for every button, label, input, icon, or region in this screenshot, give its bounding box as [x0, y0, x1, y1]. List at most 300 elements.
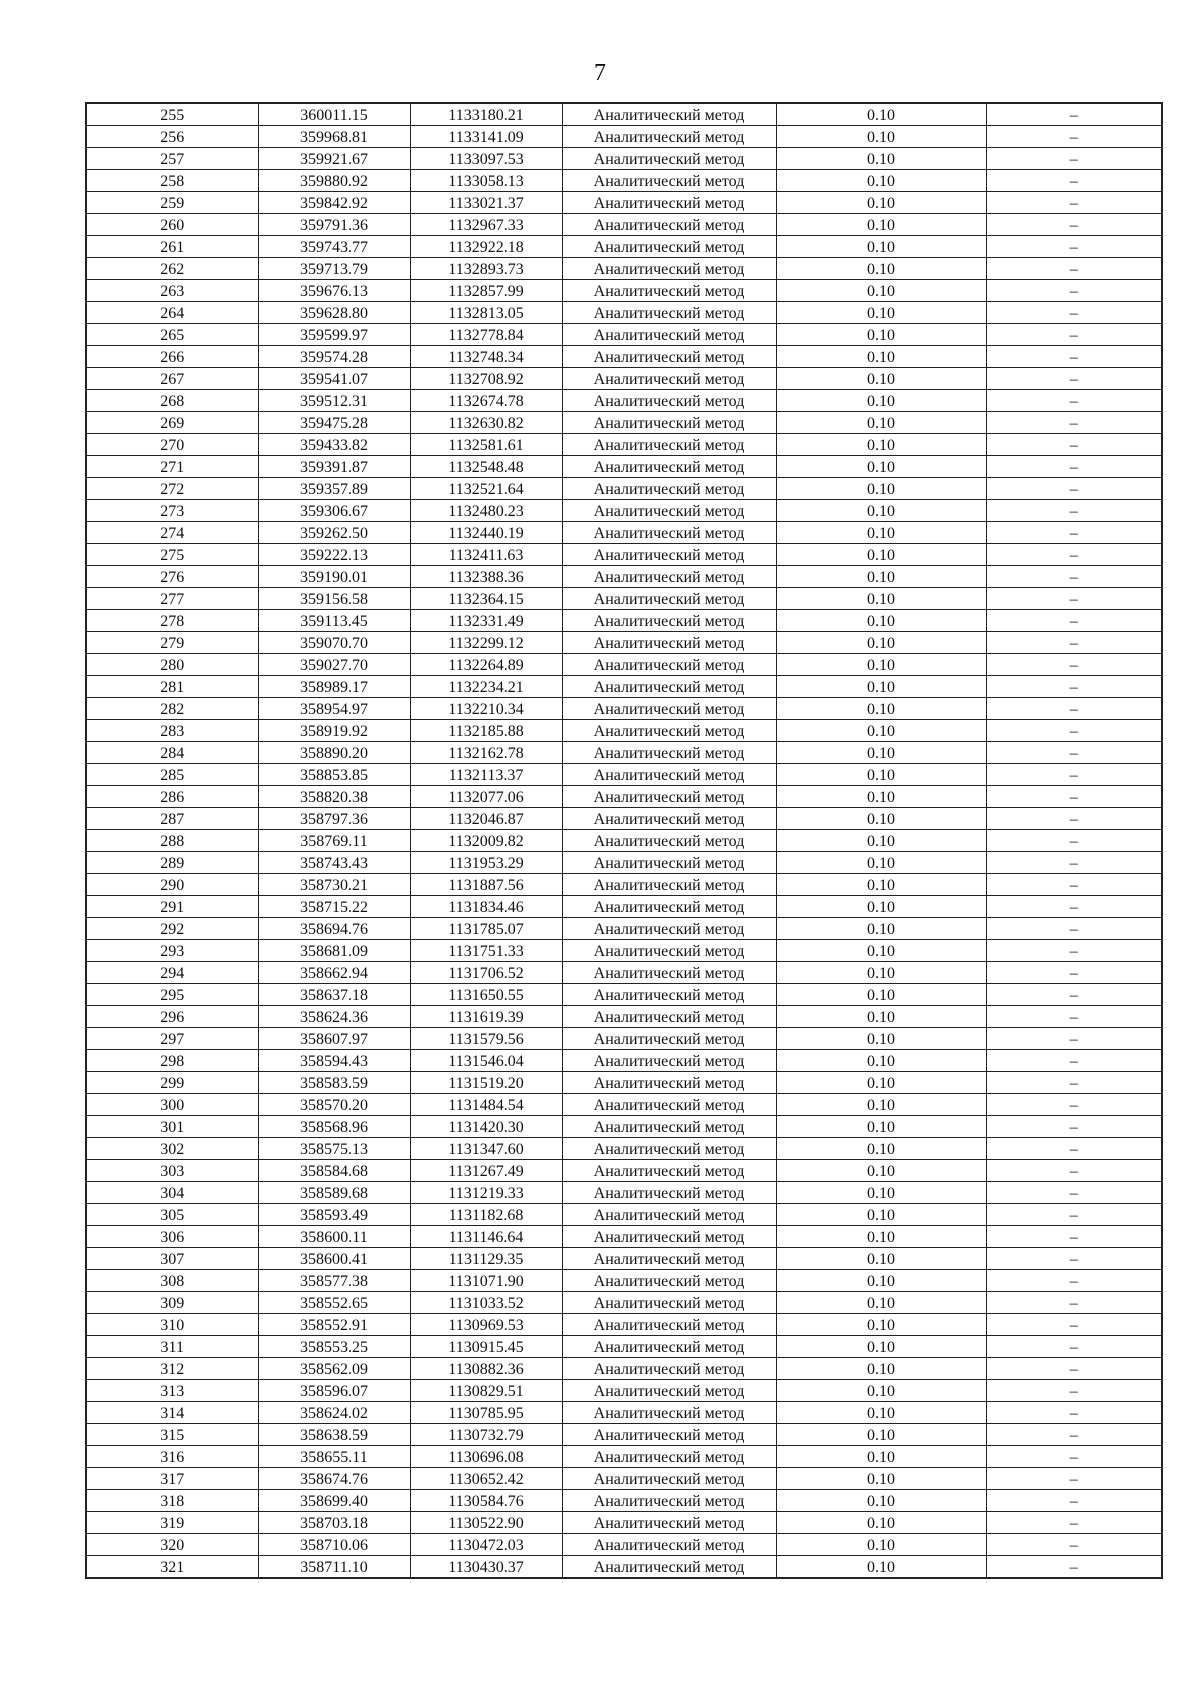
extra-value-cell: – — [986, 434, 1162, 456]
method-cell: Аналитический метод — [562, 1490, 776, 1512]
accuracy-cell: 0.10 — [776, 654, 986, 676]
accuracy-cell: 0.10 — [776, 566, 986, 588]
extra-value-cell: – — [986, 1050, 1162, 1072]
x-coordinate-cell: 359628.80 — [258, 302, 410, 324]
point-number-cell: 308 — [86, 1270, 258, 1292]
y-coordinate-cell: 1131751.33 — [410, 940, 562, 962]
y-coordinate-cell: 1131219.33 — [410, 1182, 562, 1204]
point-number-cell: 313 — [86, 1380, 258, 1402]
extra-value-cell: – — [986, 1006, 1162, 1028]
y-coordinate-cell: 1132967.33 — [410, 214, 562, 236]
x-coordinate-cell: 358820.38 — [258, 786, 410, 808]
accuracy-cell: 0.10 — [776, 1094, 986, 1116]
y-coordinate-cell: 1131785.07 — [410, 918, 562, 940]
y-coordinate-cell: 1132778.84 — [410, 324, 562, 346]
extra-value-cell: – — [986, 720, 1162, 742]
y-coordinate-cell: 1131484.54 — [410, 1094, 562, 1116]
accuracy-cell: 0.10 — [776, 720, 986, 742]
accuracy-cell: 0.10 — [776, 1556, 986, 1579]
method-cell: Аналитический метод — [562, 632, 776, 654]
extra-value-cell: – — [986, 500, 1162, 522]
y-coordinate-cell: 1131834.46 — [410, 896, 562, 918]
point-number-cell: 311 — [86, 1336, 258, 1358]
extra-value-cell: – — [986, 1380, 1162, 1402]
point-number-cell: 272 — [86, 478, 258, 500]
table-row — [86, 940, 1162, 962]
x-coordinate-cell: 358570.20 — [258, 1094, 410, 1116]
table-row — [86, 302, 1162, 324]
accuracy-cell: 0.10 — [776, 148, 986, 170]
x-coordinate-cell: 359222.13 — [258, 544, 410, 566]
x-coordinate-cell: 358637.18 — [258, 984, 410, 1006]
accuracy-cell: 0.10 — [776, 126, 986, 148]
method-cell: Аналитический метод — [562, 1050, 776, 1072]
y-coordinate-cell: 1132113.37 — [410, 764, 562, 786]
table-row — [86, 1512, 1162, 1534]
extra-value-cell: – — [986, 852, 1162, 874]
y-coordinate-cell: 1130969.53 — [410, 1314, 562, 1336]
x-coordinate-cell: 359306.67 — [258, 500, 410, 522]
table-row — [86, 544, 1162, 566]
extra-value-cell: – — [986, 170, 1162, 192]
accuracy-cell: 0.10 — [776, 258, 986, 280]
accuracy-cell: 0.10 — [776, 368, 986, 390]
point-number-cell: 283 — [86, 720, 258, 742]
accuracy-cell: 0.10 — [776, 896, 986, 918]
method-cell: Аналитический метод — [562, 192, 776, 214]
table-row — [86, 1380, 1162, 1402]
y-coordinate-cell: 1130430.37 — [410, 1556, 562, 1579]
extra-value-cell: – — [986, 1424, 1162, 1446]
y-coordinate-cell: 1131706.52 — [410, 962, 562, 984]
accuracy-cell: 0.10 — [776, 1314, 986, 1336]
point-number-cell: 274 — [86, 522, 258, 544]
y-coordinate-cell: 1131129.35 — [410, 1248, 562, 1270]
point-number-cell: 312 — [86, 1358, 258, 1380]
point-number-cell: 281 — [86, 676, 258, 698]
point-number-cell: 310 — [86, 1314, 258, 1336]
x-coordinate-cell: 358594.43 — [258, 1050, 410, 1072]
method-cell: Аналитический метод — [562, 1512, 776, 1534]
x-coordinate-cell: 358583.59 — [258, 1072, 410, 1094]
point-number-cell: 257 — [86, 148, 258, 170]
x-coordinate-cell: 359676.13 — [258, 280, 410, 302]
x-coordinate-cell: 359842.92 — [258, 192, 410, 214]
extra-value-cell: – — [986, 103, 1162, 126]
method-cell: Аналитический метод — [562, 500, 776, 522]
point-number-cell: 286 — [86, 786, 258, 808]
point-number-cell: 307 — [86, 1248, 258, 1270]
y-coordinate-cell: 1133180.21 — [410, 103, 562, 126]
point-number-cell: 293 — [86, 940, 258, 962]
extra-value-cell: – — [986, 214, 1162, 236]
y-coordinate-cell: 1130882.36 — [410, 1358, 562, 1380]
table-row — [86, 1468, 1162, 1490]
extra-value-cell: – — [986, 412, 1162, 434]
table-row — [86, 1424, 1162, 1446]
table-row — [86, 588, 1162, 610]
extra-value-cell: – — [986, 280, 1162, 302]
extra-value-cell: – — [986, 808, 1162, 830]
accuracy-cell: 0.10 — [776, 214, 986, 236]
x-coordinate-cell: 358638.59 — [258, 1424, 410, 1446]
y-coordinate-cell: 1132162.78 — [410, 742, 562, 764]
x-coordinate-cell: 358552.65 — [258, 1292, 410, 1314]
method-cell: Аналитический метод — [562, 1138, 776, 1160]
table-row — [86, 324, 1162, 346]
method-cell: Аналитический метод — [562, 962, 776, 984]
accuracy-cell: 0.10 — [776, 412, 986, 434]
method-cell: Аналитический метод — [562, 368, 776, 390]
method-cell: Аналитический метод — [562, 1248, 776, 1270]
x-coordinate-cell: 359262.50 — [258, 522, 410, 544]
table-row — [86, 1072, 1162, 1094]
table-row — [86, 1226, 1162, 1248]
accuracy-cell: 0.10 — [776, 1006, 986, 1028]
x-coordinate-cell: 358674.76 — [258, 1468, 410, 1490]
table-row — [86, 1028, 1162, 1050]
table-row — [86, 742, 1162, 764]
x-coordinate-cell: 358681.09 — [258, 940, 410, 962]
accuracy-cell: 0.10 — [776, 1490, 986, 1512]
y-coordinate-cell: 1130472.03 — [410, 1534, 562, 1556]
point-number-cell: 266 — [86, 346, 258, 368]
extra-value-cell: – — [986, 940, 1162, 962]
method-cell: Аналитический метод — [562, 280, 776, 302]
x-coordinate-cell: 358584.68 — [258, 1160, 410, 1182]
x-coordinate-cell: 358553.25 — [258, 1336, 410, 1358]
table-row — [86, 830, 1162, 852]
table-row — [86, 346, 1162, 368]
extra-value-cell: – — [986, 1182, 1162, 1204]
table-row — [86, 1358, 1162, 1380]
table-row — [86, 456, 1162, 478]
method-cell: Аналитический метод — [562, 302, 776, 324]
table-row — [86, 1204, 1162, 1226]
extra-value-cell: – — [986, 1116, 1162, 1138]
y-coordinate-cell: 1132364.15 — [410, 588, 562, 610]
table-row — [86, 676, 1162, 698]
extra-value-cell: – — [986, 1336, 1162, 1358]
method-cell: Аналитический метод — [562, 214, 776, 236]
method-cell: Аналитический метод — [562, 786, 776, 808]
point-number-cell: 297 — [86, 1028, 258, 1050]
accuracy-cell: 0.10 — [776, 1402, 986, 1424]
method-cell: Аналитический метод — [562, 1006, 776, 1028]
accuracy-cell: 0.10 — [776, 456, 986, 478]
table-row — [86, 1402, 1162, 1424]
table-row — [86, 1050, 1162, 1072]
extra-value-cell: – — [986, 1534, 1162, 1556]
accuracy-cell: 0.10 — [776, 698, 986, 720]
accuracy-cell: 0.10 — [776, 786, 986, 808]
method-cell: Аналитический метод — [562, 1292, 776, 1314]
method-cell: Аналитический метод — [562, 103, 776, 126]
table-row — [86, 126, 1162, 148]
extra-value-cell: – — [986, 456, 1162, 478]
method-cell: Аналитический метод — [562, 698, 776, 720]
y-coordinate-cell: 1132581.61 — [410, 434, 562, 456]
method-cell: Аналитический метод — [562, 940, 776, 962]
x-coordinate-cell: 358655.11 — [258, 1446, 410, 1468]
extra-value-cell: – — [986, 324, 1162, 346]
accuracy-cell: 0.10 — [776, 1160, 986, 1182]
x-coordinate-cell: 358552.91 — [258, 1314, 410, 1336]
point-number-cell: 258 — [86, 170, 258, 192]
point-number-cell: 294 — [86, 962, 258, 984]
point-number-cell: 290 — [86, 874, 258, 896]
accuracy-cell: 0.10 — [776, 522, 986, 544]
table-row — [86, 874, 1162, 896]
table-row — [86, 434, 1162, 456]
method-cell: Аналитический метод — [562, 236, 776, 258]
y-coordinate-cell: 1131619.39 — [410, 1006, 562, 1028]
accuracy-cell: 0.10 — [776, 1116, 986, 1138]
point-number-cell: 314 — [86, 1402, 258, 1424]
point-number-cell: 316 — [86, 1446, 258, 1468]
extra-value-cell: – — [986, 1446, 1162, 1468]
table-row — [86, 1270, 1162, 1292]
y-coordinate-cell: 1132521.64 — [410, 478, 562, 500]
method-cell: Аналитический метод — [562, 1204, 776, 1226]
accuracy-cell: 0.10 — [776, 280, 986, 302]
point-number-cell: 303 — [86, 1160, 258, 1182]
table-row — [86, 808, 1162, 830]
table-row — [86, 148, 1162, 170]
method-cell: Аналитический метод — [562, 126, 776, 148]
table-row — [86, 1292, 1162, 1314]
method-cell: Аналитический метод — [562, 1270, 776, 1292]
accuracy-cell: 0.10 — [776, 940, 986, 962]
accuracy-cell: 0.10 — [776, 1468, 986, 1490]
point-number-cell: 275 — [86, 544, 258, 566]
accuracy-cell: 0.10 — [776, 390, 986, 412]
accuracy-cell: 0.10 — [776, 500, 986, 522]
table-row — [86, 258, 1162, 280]
x-coordinate-cell: 358730.21 — [258, 874, 410, 896]
table-row — [86, 566, 1162, 588]
x-coordinate-cell: 358624.02 — [258, 1402, 410, 1424]
point-number-cell: 317 — [86, 1468, 258, 1490]
extra-value-cell: – — [986, 258, 1162, 280]
table-row — [86, 1248, 1162, 1270]
point-number-cell: 270 — [86, 434, 258, 456]
x-coordinate-cell: 359574.28 — [258, 346, 410, 368]
extra-value-cell: – — [986, 148, 1162, 170]
extra-value-cell: – — [986, 1270, 1162, 1292]
method-cell: Аналитический метод — [562, 456, 776, 478]
x-coordinate-cell: 359070.70 — [258, 632, 410, 654]
method-cell: Аналитический метод — [562, 258, 776, 280]
method-cell: Аналитический метод — [562, 896, 776, 918]
extra-value-cell: – — [986, 588, 1162, 610]
accuracy-cell: 0.10 — [776, 1534, 986, 1556]
y-coordinate-cell: 1131146.64 — [410, 1226, 562, 1248]
table-row — [86, 1534, 1162, 1556]
extra-value-cell: – — [986, 390, 1162, 412]
table-row — [86, 852, 1162, 874]
method-cell: Аналитический метод — [562, 478, 776, 500]
extra-value-cell: – — [986, 786, 1162, 808]
extra-value-cell: – — [986, 676, 1162, 698]
x-coordinate-cell: 358954.97 — [258, 698, 410, 720]
x-coordinate-cell: 358568.96 — [258, 1116, 410, 1138]
table-row — [86, 1556, 1162, 1579]
extra-value-cell: – — [986, 1028, 1162, 1050]
point-number-cell: 291 — [86, 896, 258, 918]
point-number-cell: 277 — [86, 588, 258, 610]
method-cell: Аналитический метод — [562, 654, 776, 676]
x-coordinate-cell: 358919.92 — [258, 720, 410, 742]
accuracy-cell: 0.10 — [776, 676, 986, 698]
x-coordinate-cell: 358797.36 — [258, 808, 410, 830]
extra-value-cell: – — [986, 1512, 1162, 1534]
y-coordinate-cell: 1132411.63 — [410, 544, 562, 566]
table-row — [86, 918, 1162, 940]
method-cell: Аналитический метод — [562, 720, 776, 742]
table-row — [86, 1182, 1162, 1204]
point-number-cell: 256 — [86, 126, 258, 148]
y-coordinate-cell: 1131420.30 — [410, 1116, 562, 1138]
accuracy-cell: 0.10 — [776, 346, 986, 368]
point-number-cell: 268 — [86, 390, 258, 412]
extra-value-cell: – — [986, 544, 1162, 566]
table-row — [86, 764, 1162, 786]
accuracy-cell: 0.10 — [776, 170, 986, 192]
extra-value-cell: – — [986, 654, 1162, 676]
extra-value-cell: – — [986, 1160, 1162, 1182]
y-coordinate-cell: 1131546.04 — [410, 1050, 562, 1072]
accuracy-cell: 0.10 — [776, 874, 986, 896]
y-coordinate-cell: 1131579.56 — [410, 1028, 562, 1050]
point-number-cell: 289 — [86, 852, 258, 874]
y-coordinate-cell: 1132548.48 — [410, 456, 562, 478]
method-cell: Аналитический метод — [562, 566, 776, 588]
method-cell: Аналитический метод — [562, 1358, 776, 1380]
x-coordinate-cell: 359391.87 — [258, 456, 410, 478]
y-coordinate-cell: 1132748.34 — [410, 346, 562, 368]
method-cell: Аналитический метод — [562, 1182, 776, 1204]
table-row — [86, 280, 1162, 302]
y-coordinate-cell: 1132264.89 — [410, 654, 562, 676]
point-number-cell: 300 — [86, 1094, 258, 1116]
table-row — [86, 1490, 1162, 1512]
table-row — [86, 654, 1162, 676]
point-number-cell: 273 — [86, 500, 258, 522]
table-row — [86, 170, 1162, 192]
method-cell: Аналитический метод — [562, 984, 776, 1006]
method-cell: Аналитический метод — [562, 1094, 776, 1116]
accuracy-cell: 0.10 — [776, 434, 986, 456]
extra-value-cell: – — [986, 610, 1162, 632]
point-number-cell: 260 — [86, 214, 258, 236]
extra-value-cell: – — [986, 478, 1162, 500]
method-cell: Аналитический метод — [562, 544, 776, 566]
method-cell: Аналитический метод — [562, 324, 776, 346]
method-cell: Аналитический метод — [562, 390, 776, 412]
accuracy-cell: 0.10 — [776, 742, 986, 764]
x-coordinate-cell: 359791.36 — [258, 214, 410, 236]
x-coordinate-cell: 359027.70 — [258, 654, 410, 676]
x-coordinate-cell: 359921.67 — [258, 148, 410, 170]
accuracy-cell: 0.10 — [776, 830, 986, 852]
accuracy-cell: 0.10 — [776, 962, 986, 984]
table-row — [86, 390, 1162, 412]
accuracy-cell: 0.10 — [776, 1424, 986, 1446]
method-cell: Аналитический метод — [562, 1468, 776, 1490]
x-coordinate-cell: 358694.76 — [258, 918, 410, 940]
x-coordinate-cell: 358596.07 — [258, 1380, 410, 1402]
point-number-cell: 261 — [86, 236, 258, 258]
point-number-cell: 304 — [86, 1182, 258, 1204]
method-cell: Аналитический метод — [562, 148, 776, 170]
table-row — [86, 1094, 1162, 1116]
accuracy-cell: 0.10 — [776, 478, 986, 500]
accuracy-cell: 0.10 — [776, 632, 986, 654]
accuracy-cell: 0.10 — [776, 852, 986, 874]
extra-value-cell: – — [986, 566, 1162, 588]
table-row — [86, 236, 1162, 258]
y-coordinate-cell: 1132480.23 — [410, 500, 562, 522]
table-row — [86, 1138, 1162, 1160]
table-row — [86, 984, 1162, 1006]
table-row — [86, 1446, 1162, 1468]
extra-value-cell: – — [986, 698, 1162, 720]
method-cell: Аналитический метод — [562, 852, 776, 874]
table-row — [86, 192, 1162, 214]
y-coordinate-cell: 1133141.09 — [410, 126, 562, 148]
table-row — [86, 1336, 1162, 1358]
accuracy-cell: 0.10 — [776, 1446, 986, 1468]
y-coordinate-cell: 1132630.82 — [410, 412, 562, 434]
accuracy-cell: 0.10 — [776, 1226, 986, 1248]
y-coordinate-cell: 1130584.76 — [410, 1490, 562, 1512]
table-row — [86, 896, 1162, 918]
accuracy-cell: 0.10 — [776, 1138, 986, 1160]
extra-value-cell: – — [986, 1314, 1162, 1336]
table-row — [86, 786, 1162, 808]
x-coordinate-cell: 358853.85 — [258, 764, 410, 786]
table-row — [86, 412, 1162, 434]
accuracy-cell: 0.10 — [776, 1358, 986, 1380]
table-row — [86, 720, 1162, 742]
point-number-cell: 299 — [86, 1072, 258, 1094]
point-number-cell: 271 — [86, 456, 258, 478]
point-number-cell: 305 — [86, 1204, 258, 1226]
table-row — [86, 632, 1162, 654]
point-number-cell: 295 — [86, 984, 258, 1006]
point-number-cell: 284 — [86, 742, 258, 764]
y-coordinate-cell: 1132009.82 — [410, 830, 562, 852]
method-cell: Аналитический метод — [562, 1160, 776, 1182]
extra-value-cell: – — [986, 830, 1162, 852]
x-coordinate-cell: 358711.10 — [258, 1556, 410, 1579]
extra-value-cell: – — [986, 984, 1162, 1006]
y-coordinate-cell: 1132331.49 — [410, 610, 562, 632]
extra-value-cell: – — [986, 1072, 1162, 1094]
method-cell: Аналитический метод — [562, 1556, 776, 1579]
y-coordinate-cell: 1133097.53 — [410, 148, 562, 170]
point-number-cell: 263 — [86, 280, 258, 302]
y-coordinate-cell: 1132234.21 — [410, 676, 562, 698]
extra-value-cell: – — [986, 1248, 1162, 1270]
y-coordinate-cell: 1132299.12 — [410, 632, 562, 654]
x-coordinate-cell: 358890.20 — [258, 742, 410, 764]
method-cell: Аналитический метод — [562, 1534, 776, 1556]
point-number-cell: 259 — [86, 192, 258, 214]
accuracy-cell: 0.10 — [776, 1248, 986, 1270]
point-number-cell: 318 — [86, 1490, 258, 1512]
